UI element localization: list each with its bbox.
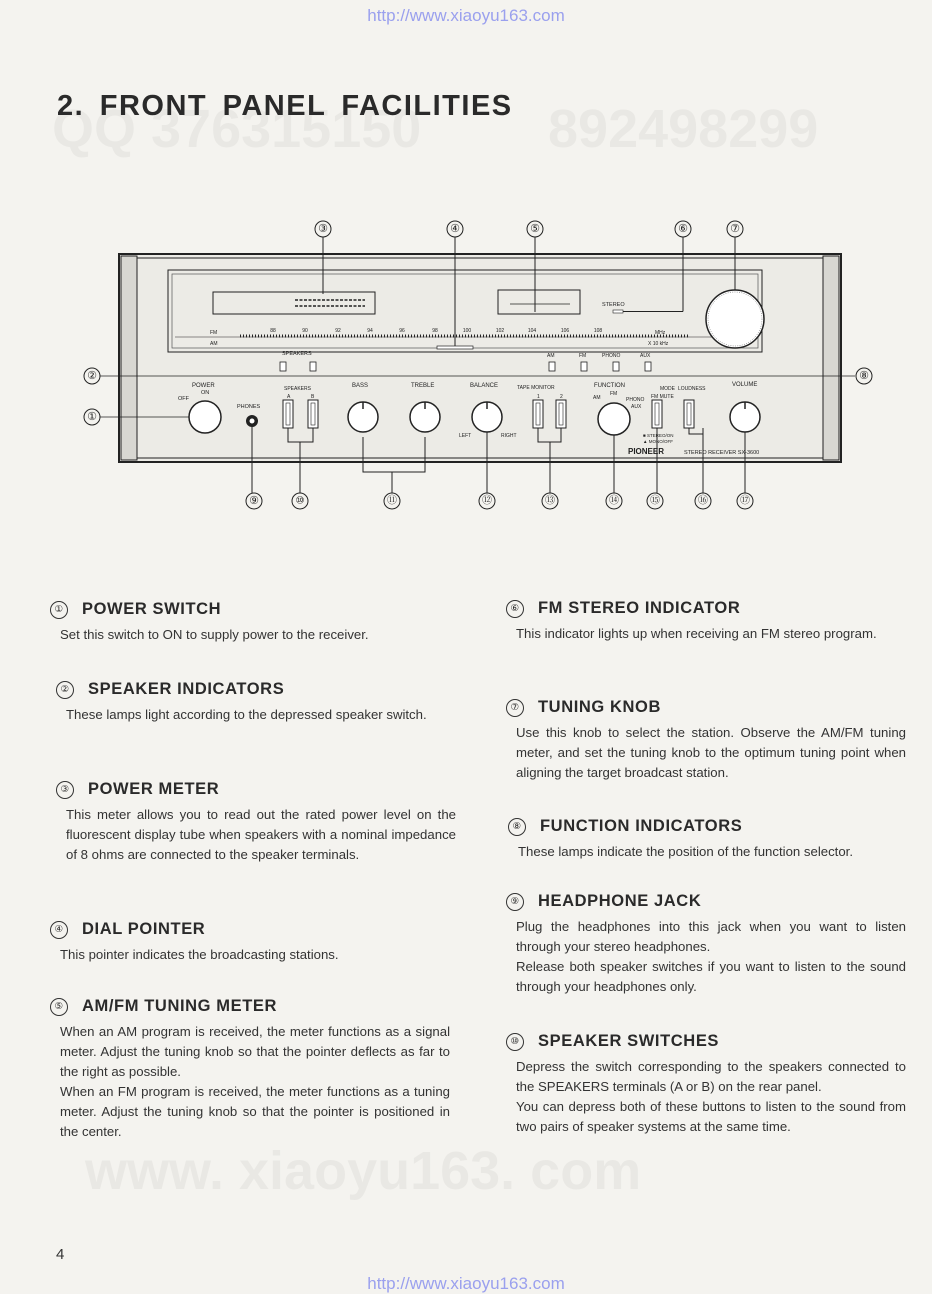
bass-label: BASS [352,383,369,389]
function-label: FUNCTION [594,383,625,389]
callout-17: ⑰ [740,495,750,507]
section-number: ⑨ [506,893,524,911]
ind-am-label: AM [547,353,555,359]
callout-13: ⑬ [545,495,555,507]
section-speaker-switches [506,1032,906,1137]
section-number: ⑧ [508,818,526,836]
section-number: ③ [56,781,74,799]
function-fm-label: FM [610,391,618,397]
section-number: ⑦ [506,699,524,717]
volume-label: VOLUME [732,382,758,388]
section-text: This pointer indicates the broadcasting stations. [60,947,339,962]
function-phono-label: PHONO [626,397,645,403]
balance-right-label: RIGHT [501,433,517,439]
stereo-label: STEREO [602,302,625,308]
callout-6: ⑥ [678,223,688,235]
ind-phono-label: PHONO [602,353,621,359]
section-fm-stereo-indicator [506,599,906,644]
section-title: POWER SWITCH [82,600,222,618]
section-am-fm-tuning-meter [50,997,450,1142]
brand-logo: PIONEER [628,447,665,456]
fm-scale-106: 106 [560,328,570,334]
stereo-on-label: ■ STEREO/ON [643,433,674,438]
speakers-top-label: SPEAKERS [282,351,312,357]
section-text: This indicator lights up when receiving an FM stereo program. [516,626,877,641]
section-text: Depress the switch corresponding to the speakers connected to the SPEAKERS terminals (A or B) on the rear panel. [516,1059,906,1094]
function-am-label: AM [593,395,601,401]
section-text: This meter allows you to read out the rated power level on the fluorescent display tube when speakers with a nominal impedance of 8 ohms are connected to the speaker terminals. [66,807,456,862]
mhz-label: MHz [655,330,666,336]
section-text: Set this switch to ON to supply power to the receiver. [60,627,369,642]
ind-aux-label: AUX [640,353,651,359]
function-aux-label: AUX [631,404,642,410]
tape-monitor-label: TAPE MONITOR [517,385,555,391]
mode-label: MODE [660,386,675,392]
callout-9: ⑨ [249,495,259,507]
section-text: Use this knob to select the station. Observe the AM/FM tuning meter, and set the tuning knob to the optimum tuning point when aligning the target broadcast station. [516,725,906,780]
page-number: 4 [56,1246,65,1263]
section-text: Release both speaker switches if you want to listen to the sound through your headphones only. [516,959,906,994]
fm-scale-94: 94 [367,328,373,334]
speakers-label: SPEAKERS [284,386,311,392]
front-panel-diagram [80,212,880,512]
section-tuning-knob [506,698,906,783]
fm-scale-90: 90 [302,328,308,334]
section-number: ⑤ [50,998,68,1016]
fm-dial-label: FM [210,330,218,336]
section-title: DIAL POINTER [82,920,206,938]
phones-label: PHONES [237,404,261,410]
section-power-meter [56,780,456,865]
section-number: ⑥ [506,600,524,618]
section-title: POWER METER [88,780,220,798]
section-text: You can depress both of these buttons to listen to the sound from two pairs of speaker systems at the same time. [516,1099,906,1134]
on-label: ON [201,390,210,396]
callout-7: ⑦ [730,223,740,235]
tape-monitor-1-label: 1 [537,394,540,400]
callout-16: ⑯ [698,495,708,507]
callout-14: ⑭ [609,495,619,507]
am-dial-label: AM [210,341,218,347]
section-title: TUNING KNOB [538,698,662,716]
section-title: FUNCTION INDICATORS [540,817,743,835]
callout-3: ③ [318,223,328,235]
callout-15: ⑮ [650,495,660,507]
section-number: ① [50,601,68,619]
off-label: OFF [178,396,189,402]
treble-label: TREBLE [411,383,435,389]
speakers-a-label: A [287,394,291,400]
speakers-b-label: B [311,394,315,400]
watermark-site [85,1140,641,1202]
callout-8: ⑧ [859,370,869,382]
fm-scale-96: 96 [399,328,405,334]
loudness-label: LOUDNESS [678,386,706,392]
fm-scale-92: 92 [335,328,341,334]
balance-left-label: LEFT [459,433,472,439]
watermark-number [548,98,818,160]
section-power-switch [50,600,450,645]
section-text: These lamps indicate the position of the function selector. [518,844,854,859]
section-title: SPEAKER SWITCHES [538,1032,720,1050]
watermark-url-top: http://www.xiaoyu163.com [367,6,565,25]
section-text: When an FM program is received, the meter functions as a tuning meter. Adjust the tuning knob so that the pointer is positioned in the center. [60,1084,450,1139]
section-speaker-indicators [56,680,456,725]
khz-label: X 10 kHz [648,341,669,347]
power-label: POWER [192,383,215,389]
section-headphone-jack [506,892,906,997]
section-text: Plug the headphones into this jack when you want to listen through your stereo headphones. [516,919,906,954]
fm-scale-102: 102 [495,328,505,334]
callout-1: ① [87,411,97,423]
fm-scale-88: 88 [270,328,276,334]
page-title: 2. FRONT PANEL FACILITIES [57,90,513,122]
fm-scale-100: 100 [462,328,472,334]
callout-4: ④ [450,223,460,235]
section-text: When an AM program is received, the meter functions as a signal meter. Adjust the tuning knob so that the pointer deflects as far to the right as possible. [60,1024,450,1079]
fm-scale-104: 104 [527,328,537,334]
watermark-url-bottom: http://www.xiaoyu163.com [367,1274,565,1293]
callout-2: ② [87,370,97,382]
balance-label: BALANCE [470,383,499,389]
fm-scale-108: 108 [593,328,603,334]
callout-10: ⑩ [295,495,305,507]
section-title: HEADPHONE JACK [538,892,702,910]
fm-mute-label: FM MUTE [651,394,674,400]
ind-fm-label: FM [579,353,587,359]
section-number: ② [56,681,74,699]
model-label: STEREO RECEIVER SX-3600 [684,450,760,456]
mono-off-label: ▲ MONO/OFF [643,439,673,444]
tape-monitor-2-label: 2 [560,394,563,400]
section-title: FM STEREO INDICATOR [538,599,741,617]
section-function-indicators [508,817,908,862]
section-dial-pointer [50,920,450,965]
callout-5: ⑤ [530,223,540,235]
section-text: These lamps light according to the depressed speaker switch. [66,707,427,722]
section-title: AM/FM TUNING METER [82,997,278,1015]
callout-11: ⑪ [387,495,397,507]
section-title: SPEAKER INDICATORS [88,680,285,698]
section-number: ⑩ [506,1033,524,1051]
section-number: ④ [50,921,68,939]
fm-scale-98: 98 [432,328,438,334]
callout-12: ⑫ [482,495,492,507]
